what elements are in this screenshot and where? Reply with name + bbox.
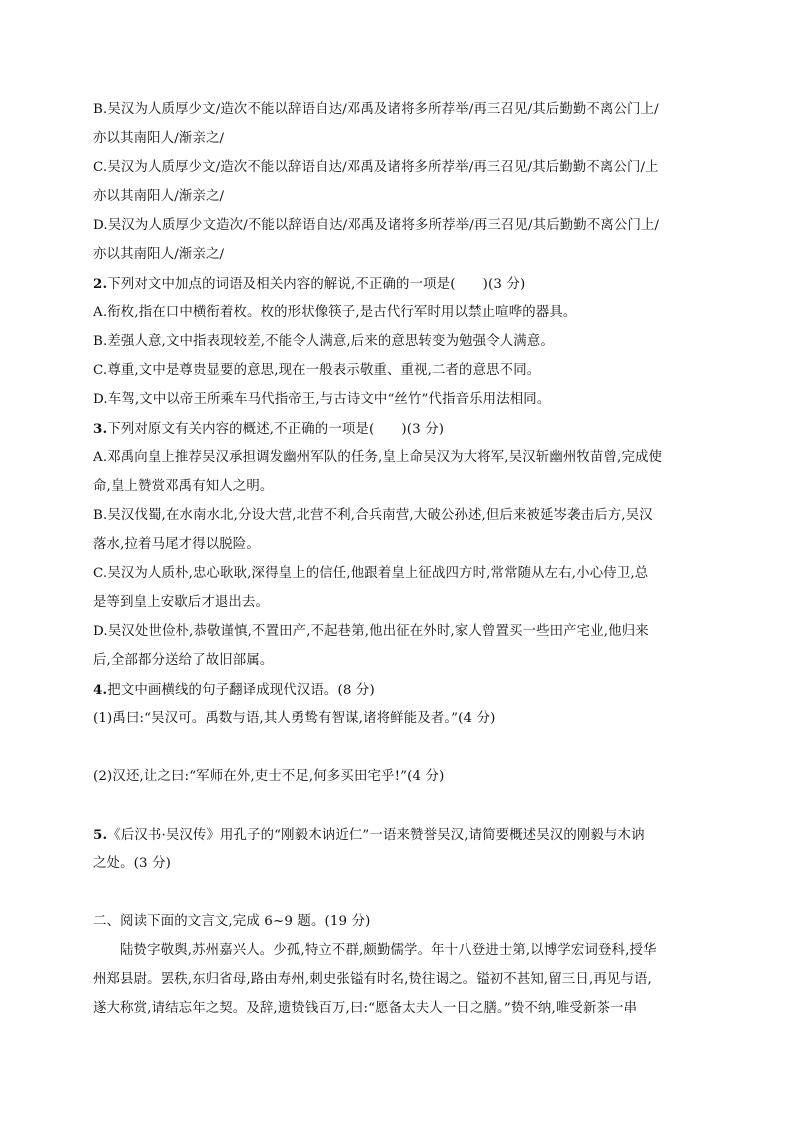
q4-item-1: (1)禹曰:“吴汉可。禹数与语,其人勇鸷有智谋,诸将鲜能及者。”(4 分): [93, 711, 496, 726]
q3-option-a-line-2: 命,皇上赞赏邓禹有知人之明。: [93, 479, 274, 494]
q3-option-d-line-2: 后,全部都分送给了故旧部属。: [93, 653, 274, 668]
question-5-stem-line-1: 5.《后汉书·吴汉传》用孔子的“刚毅木讷近仁”一语来赞誉吴汉,请简要概述吴汉的刚毅与木讷: [93, 827, 645, 843]
q2-option-b: B.差强人意,文中指表现较差,不能令人满意,后来的意思转变为勉强令人满意。: [93, 334, 554, 349]
option-c-line-1: C.吴汉为人质厚少文/造次不能以辞语自达/邓禹及诸将多所荐举/再三召见/其后勤勤不离公门/上: [93, 160, 659, 175]
question-3-stem: 3.下列对原文有关内容的概述,不正确的一项是( )(3 分): [93, 421, 445, 437]
q2-option-c: C.尊重,文中是尊贵显要的意思,现在一般表示敬重、重视,二者的意思不同。: [93, 363, 541, 378]
q4-item-2: (2)汉还,让之曰:“军师在外,吏士不足,何多买田宅乎!”(4 分): [93, 769, 445, 784]
option-b-line-1: B.吴汉为人质厚少文/造次不能以辞语自达/邓禹及诸将多所荐举/再三召见/其后勤勤不离公门上/: [93, 102, 659, 117]
q3-option-a-line-1: A.邓禹向皇上推荐吴汉承担调发幽州军队的任务,皇上命吴汉为大将军,吴汉斩幽州牧苗曾,完成使: [93, 450, 663, 465]
passage-line-2: 州郑县尉。罢秩,东归省母,路由寿州,刺史张镒有时名,贽往谒之。镒初不甚知,留三日,再见与语,: [93, 972, 652, 987]
q2-option-a: A.衔枚,指在口中横衔着枚。枚的形状像筷子,是古代行军时用以禁止喧哗的器具。: [93, 305, 577, 320]
option-d-line-1: D.吴汉为人质厚少文造次/不能以辞语自达/邓禹及诸将多所荐举/再三召见/其后勤勤不离公门上/: [93, 218, 660, 233]
question-number: 5.: [93, 827, 108, 843]
section-2-heading: 二、阅读下面的文言文,完成 6~9 题。(19 分): [93, 914, 371, 929]
q3-option-c-line-1: C.吴汉为人质朴,忠心耿耿,深得皇上的信任,他跟着皇上征战四方时,常常随从左右,小心侍卫,总: [93, 566, 649, 581]
option-c-line-2: 亦以其南阳人/渐亲之/: [93, 189, 225, 204]
q3-option-b-line-1: B.吴汉伐蜀,在水南水北,分设大营,北营不利,合兵南营,大破公孙述,但后来被延岑袭击后方,吴汉: [93, 508, 653, 523]
passage-line-3: 遂大称赏,请结忘年之契。及辞,遗贽钱百万,曰:“愿备太夫人一日之膳。”贽不纳,唯受新茶一串: [93, 1001, 638, 1016]
option-b-line-2: 亦以其南阳人/渐亲之/: [93, 131, 225, 146]
q3-option-b-line-2: 落水,拉着马尾才得以脱险。: [93, 537, 260, 552]
option-d-line-2: 亦以其南阳人/渐亲之/: [93, 247, 225, 262]
question-number: 3.: [93, 421, 108, 437]
q2-option-d: D.车驾,文中以帝王所乘车马代指帝王,与古诗文中“丝竹”代指音乐用法相同。: [93, 392, 551, 407]
question-number: 4.: [93, 682, 108, 698]
q3-option-d-line-1: D.吴汉处世俭朴,恭敬谨慎,不置田产,不起巷第,他出征在外时,家人曾置买一些田产宅业,他归来: [93, 624, 649, 639]
question-5-stem-line-2: 之处。(3 分): [93, 856, 171, 871]
question-2-stem: 2.下列对文中加点的词语及相关内容的解说,不正确的一项是( )(3 分): [93, 276, 526, 292]
question-number: 2.: [93, 276, 108, 292]
passage-line-1: 陆贽字敬舆,苏州嘉兴人。少孤,特立不群,颇勤儒学。年十八登进士第,以博学宏词登科,授华: [120, 943, 657, 958]
question-4-stem: 4.把文中画横线的句子翻译成现代汉语。(8 分): [93, 682, 375, 698]
q3-option-c-line-2: 是等到皇上安歇后才退出去。: [93, 595, 270, 610]
